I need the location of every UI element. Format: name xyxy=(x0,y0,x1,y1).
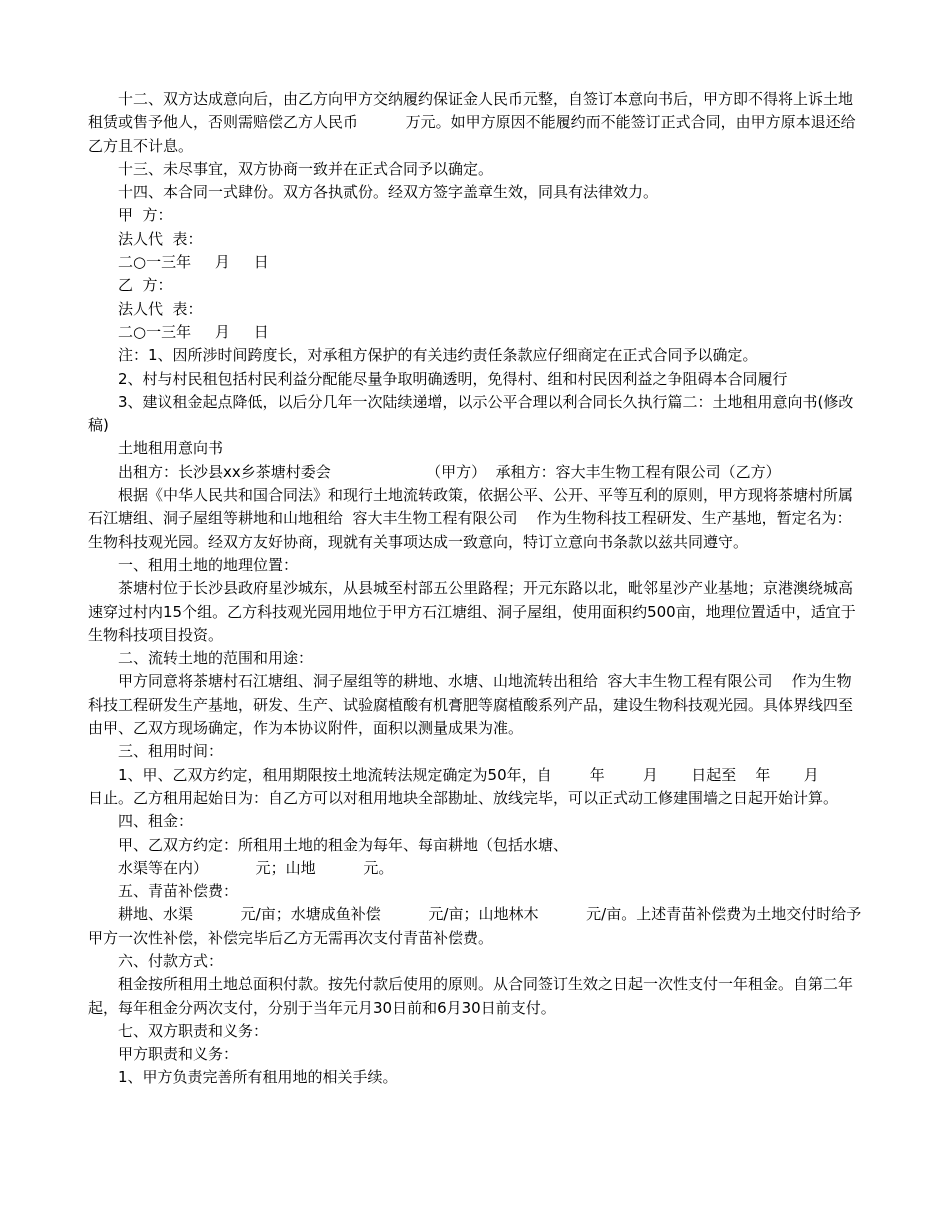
document-body xyxy=(88,88,863,1090)
paragraph: 注：1、因所涉时间跨度长，对承租方保护的有关违约责任条款应仔细商定在正式合同予以确定。 xyxy=(118,346,758,365)
paragraph: 二、流转土地的范围和用途： xyxy=(118,649,314,668)
paragraph: 四、租金： xyxy=(118,812,194,831)
paragraph: 法人代 表： xyxy=(118,229,203,248)
paragraph: 甲、乙双方约定：所租用土地的租金为每年、每亩耕地（包括水塘、 xyxy=(118,835,569,854)
paragraph: 十四、本合同一式肆份。双方各执贰份。经双方签字盖章生效，同具有法律效力。 xyxy=(118,183,659,202)
paragraph: 1、甲、乙双方约定，租用期限按土地流转法规定确定为50年，自 年 月 日起至 年 月 日止。乙方租用起始日为：自乙方可以对租用地块全部勘址、放线完毕，可以正式动工修建围墙之日起开始计算。 xyxy=(88,765,853,807)
paragraph: 甲 方： xyxy=(118,206,173,225)
paragraph: 茶塘村位于长沙县政府星沙城东，从县城至村部五公里路程；开元东路以北，毗邻星沙产业基地；京港澳绕城高速穿过村内15个组。乙方科技观光园用地位于甲方石江塘组、洞子屋组，使用面积约500亩，地理位置适中，适宜于生物科技项目投资。 xyxy=(88,579,856,644)
paragraph: 六、付款方式： xyxy=(118,951,224,970)
paragraph: 耕地、水渠 元/亩；水塘成鱼补偿 元/亩；山地林木 元/亩。上述青苗补偿费为土地交付时给予甲方一次性补偿，补偿完毕后乙方无需再次支付青苗补偿费。 xyxy=(88,905,862,947)
paragraph: 甲方职责和义务： xyxy=(118,1045,239,1064)
paragraph: 水渠等在内） 元；山地 元。 xyxy=(118,858,394,877)
paragraph: 甲方同意将茶塘村石江塘组、洞子屋组等的耕地、水塘、山地流转出租给 容大丰生物工程有限公司 作为生物科技工程研发生产基地，研发、生产、试验腐植酸有机膏肥等腐植酸系列产品，建设生物科技观光园。具体界线四至由甲、乙双方现场确定，作为本协议附件，面积以测量成果为准。 xyxy=(88,672,854,738)
paragraph: 根据《中华人民共和国合同法》和现行土地流转政策，依据公平、公开、平等互利的原则，甲方现将茶塘村所属石江塘组、洞子屋组等耕地和山地租给 容大丰生物工程有限公司 作为生物科技工程研发、生产基地，暂定名为：生物科技观光园。经双方友好协商，现就有关事项达成一致意向，特订立意向书条款以兹共同遵守。 xyxy=(88,486,854,551)
paragraph: 法人代 表： xyxy=(118,299,203,318)
paragraph: 出租方：长沙县xx乡茶塘村委会 （甲方） 承租方：容大丰生物工程有限公司（乙方） xyxy=(118,462,781,481)
paragraph: 三、租用时间： xyxy=(118,742,224,761)
paragraph: 二○一三年 月 日 xyxy=(118,253,269,272)
paragraph: 一、租用土地的地理位置： xyxy=(118,555,299,574)
paragraph: 七、双方职责和义务： xyxy=(118,1021,269,1040)
paragraph: 土地租用意向书 xyxy=(118,439,224,458)
paragraph: 租金按所租用土地总面积付款。按先付款后使用的原则。从合同签订生效之日起一次性支付一年租金。自第二年起，每年租金分两次支付，分别于当年元月30日前和6月30日前支付。 xyxy=(88,975,854,1017)
paragraph: 3、建议租金起点降低，以后分几年一次陆续递增，以示公平合理以利合同长久执行篇二：土地租用意向书(修改稿) xyxy=(88,392,854,435)
paragraph: 五、青苗补偿费： xyxy=(118,882,239,901)
paragraph: 2、村与村民租包括村民利益分配能尽量争取明确透明，免得村、组和村民因利益之争阻碍本合同履行 xyxy=(118,369,788,388)
paragraph: 二○一三年 月 日 xyxy=(118,322,269,341)
paragraph: 十三、未尽事宜，双方协商一致并在正式合同予以确定。 xyxy=(118,159,494,178)
paragraph: 乙 方： xyxy=(118,276,173,295)
paragraph: 十二、双方达成意向后，由乙方向甲方交纳履约保证金人民币元整，自签订本意向书后，甲方即不得将上诉土地租赁或售予他人，否则需赔偿乙方人民币 万元。如甲方原因不能履约而不能签订正式合同，由甲方原本退还给乙方且不计息。 xyxy=(88,90,856,155)
paragraph: 1、甲方负责完善所有租用地的相关手续。 xyxy=(118,1068,398,1087)
